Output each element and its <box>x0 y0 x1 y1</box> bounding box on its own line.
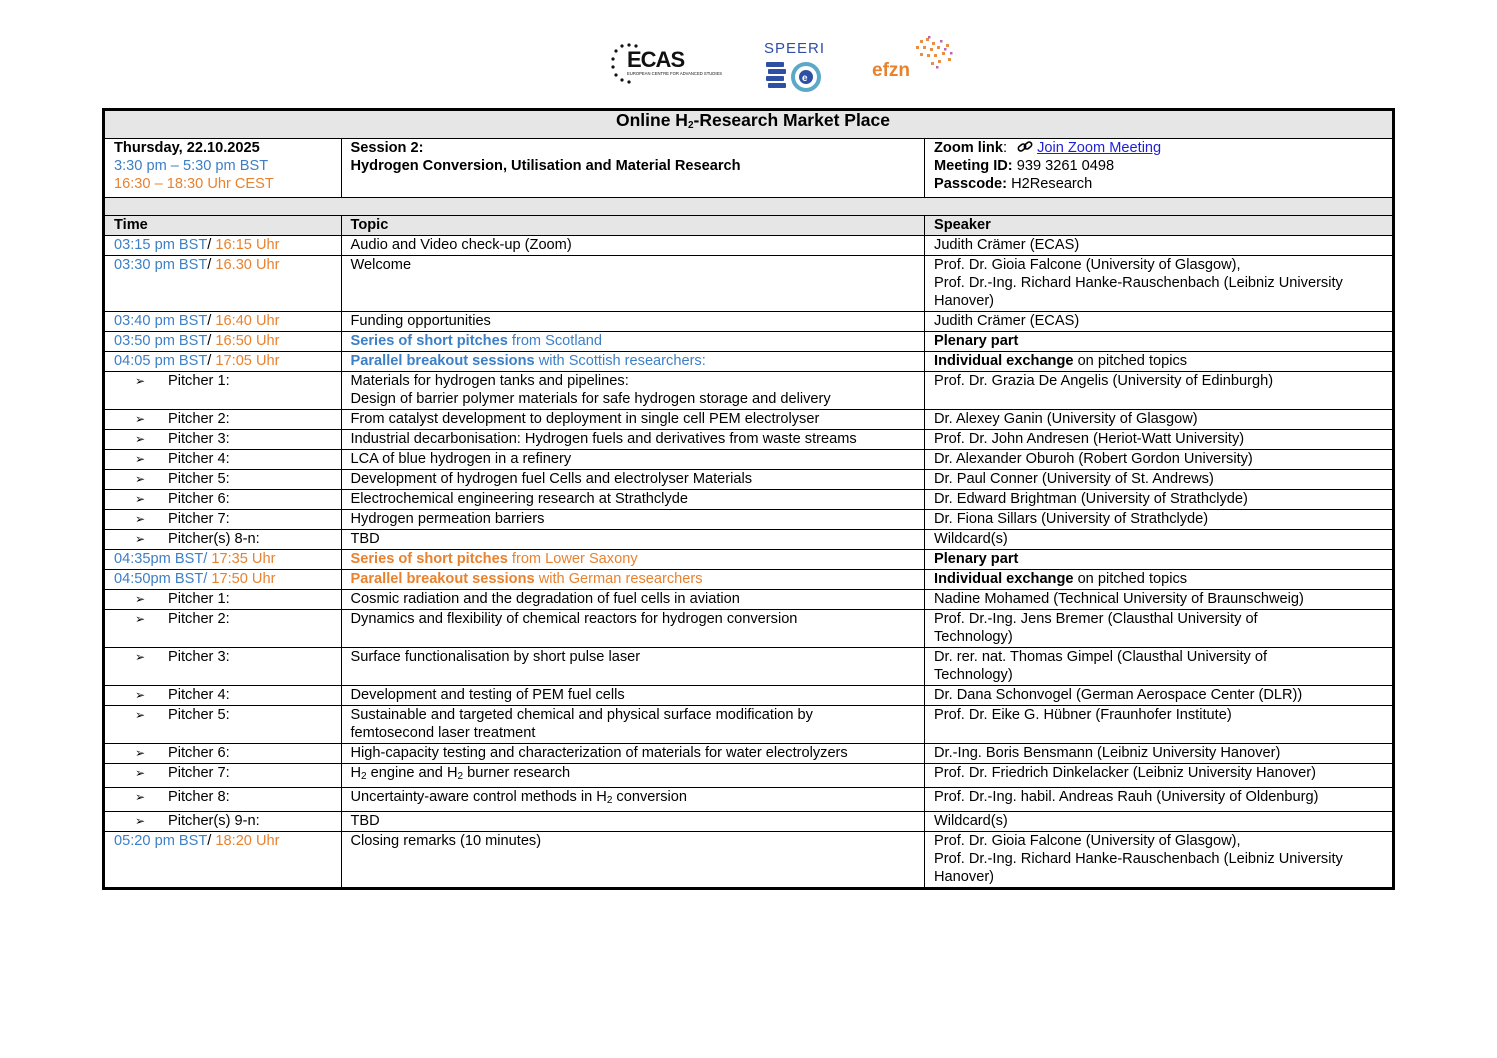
topic-cell: Funding opportunities <box>341 312 925 332</box>
arrow-icon: ➢ <box>135 452 146 466</box>
table-row <box>104 312 1394 332</box>
table-row <box>104 570 1394 590</box>
speaker-cell: Prof. Dr. Grazia De Angelis (University of Edinburgh) <box>925 372 1394 410</box>
time-cell: 05:20 pm BST/ 18:20 Uhr <box>104 832 342 889</box>
topic-cell: Series of short pitches from Scotland <box>341 332 925 352</box>
table-row <box>104 510 1394 530</box>
ecas-logo-subtitle: EUROPEAN CENTRE FOR ADVANCED STUDIES <box>627 71 723 76</box>
pitcher-cell: ➢ Pitcher 4: <box>104 686 342 706</box>
table-row <box>104 410 1394 430</box>
arrow-icon: ➢ <box>135 412 146 426</box>
topic-cell: Materials for hydrogen tanks and pipelines: Design of barrier polymer materials for safe hydrogen storage and delivery <box>341 372 925 410</box>
pitcher-cell: ➢ Pitcher 4: <box>104 450 342 470</box>
speaker-cell: Prof. Dr. Friedrich Dinkelacker (Leibniz University Hanover) <box>925 764 1394 788</box>
arrow-icon: ➢ <box>135 612 146 626</box>
table-row <box>104 490 1394 510</box>
table-row <box>104 832 1394 889</box>
table-row <box>104 764 1394 788</box>
session-date: Thursday, 22.10.2025 <box>114 140 260 156</box>
pitcher-cell: ➢ Pitcher 7: <box>104 764 342 788</box>
topic-cell: From catalyst development to deployment in single cell PEM electrolyser <box>341 410 925 430</box>
table-header-row <box>104 216 1394 236</box>
speaker-cell: Plenary part <box>925 550 1394 570</box>
table-row <box>104 352 1394 372</box>
arrow-icon: ➢ <box>135 766 146 780</box>
table-row <box>104 812 1394 832</box>
topic-cell: Closing remarks (10 minutes) <box>341 832 925 889</box>
speaker-cell: Dr. Edward Brightman (University of Strathclyde) <box>925 490 1394 510</box>
speaker-cell: Dr.-Ing. Boris Bensmann (Leibniz University Hanover) <box>925 744 1394 764</box>
table-row <box>104 470 1394 490</box>
pitcher-cell: ➢ Pitcher 8: <box>104 788 342 812</box>
header-time: Time <box>104 216 342 236</box>
arrow-icon: ➢ <box>135 374 146 388</box>
topic-cell: Sustainable and targeted chemical and physical surface modification by femtosecond laser treatment <box>341 706 925 744</box>
zoom-label: Zoom link <box>934 140 1003 156</box>
table-row <box>104 236 1394 256</box>
pitcher-cell: ➢ Pitcher 1: <box>104 590 342 610</box>
topic-cell: Dynamics and flexibility of chemical reactors for hydrogen conversion <box>341 610 925 648</box>
passcode-line: Passcode: H2Research <box>934 176 1093 192</box>
speaker-cell: Dr. Dana Schonvogel (German Aerospace Center (DLR)) <box>925 686 1394 706</box>
header-topic: Topic <box>341 216 925 236</box>
speaker-cell: Prof. Dr. Eike G. Hübner (Fraunhofer Institute) <box>925 706 1394 744</box>
arrow-icon: ➢ <box>135 746 146 760</box>
arrow-icon: ➢ <box>135 592 146 606</box>
join-zoom-link[interactable]: Join Zoom Meeting <box>1037 140 1162 156</box>
passcode: H2Research <box>1011 176 1093 192</box>
table-row <box>104 648 1394 686</box>
time-cell: 03:15 pm BST/ 16:15 Uhr <box>104 236 342 256</box>
speaker-cell: Dr. Alexander Oburoh (Robert Gordon University) <box>925 450 1394 470</box>
topic-cell: Series of short pitches from Lower Saxony <box>341 550 925 570</box>
session-time-cest: 16:30 – 18:30 Uhr CEST <box>114 176 274 192</box>
pitcher-cell: ➢ Pitcher(s) 9-n: <box>104 812 342 832</box>
topic-cell: Surface functionalisation by short pulse laser <box>341 648 925 686</box>
speaker-cell: Nadine Mohamed (Technical University of Braunschweig) <box>925 590 1394 610</box>
time-cell: 04:50pm BST/ 17:50 Uhr <box>104 570 342 590</box>
efzn-logo <box>870 36 960 80</box>
title-row <box>104 110 1394 139</box>
time-cell: 04:35pm BST/ 17:35 Uhr <box>104 550 342 570</box>
time-cell: 03:30 pm BST/ 16.30 Uhr <box>104 256 342 312</box>
topic-cell: TBD <box>341 812 925 832</box>
pitcher-cell: ➢ Pitcher 6: <box>104 744 342 764</box>
spacer-row <box>104 198 1394 216</box>
arrow-icon: ➢ <box>135 512 146 526</box>
table-row <box>104 610 1394 648</box>
topic-cell: Electrochemical engineering research at Strathclyde <box>341 490 925 510</box>
speaker-cell: Prof. Dr.-Ing. habil. Andreas Rauh (University of Oldenburg) <box>925 788 1394 812</box>
table-row <box>104 590 1394 610</box>
topic-cell: Development of hydrogen fuel Cells and electrolyser Materials <box>341 470 925 490</box>
table-row <box>104 530 1394 550</box>
pitcher-cell: ➢ Pitcher 5: <box>104 706 342 744</box>
arrow-icon: ➢ <box>135 432 146 446</box>
table-row <box>104 744 1394 764</box>
topic-cell: Industrial decarbonisation: Hydrogen fuels and derivatives from waste streams <box>341 430 925 450</box>
pitcher-cell: ➢ Pitcher 2: <box>104 410 342 430</box>
speaker-cell: Prof. Dr.-Ing. Jens Bremer (Clausthal University of Technology) <box>925 610 1394 648</box>
ecas-logo-text: ECAS <box>627 47 685 72</box>
time-cell: 03:50 pm BST/ 16:50 Uhr <box>104 332 342 352</box>
table-row <box>104 372 1394 410</box>
arrow-icon: ➢ <box>135 650 146 664</box>
speaker-cell: Prof. Dr. Gioia Falcone (University of Glasgow), Prof. Dr.-Ing. Richard Hanke-Rauschenbach (Leibniz University Hanover) <box>925 256 1394 312</box>
pitcher-cell: ➢ Pitcher 5: <box>104 470 342 490</box>
speaker-cell: Judith Crämer (ECAS) <box>925 236 1394 256</box>
table-row <box>104 788 1394 812</box>
table-row <box>104 256 1394 312</box>
session-title-cell <box>341 139 925 198</box>
arrow-icon: ➢ <box>135 708 146 722</box>
link-icon <box>1017 140 1033 154</box>
speaker-cell: Prof. Dr. John Andresen (Heriot-Watt University) <box>925 430 1394 450</box>
table-row <box>104 450 1394 470</box>
speaker-cell: Individual exchange on pitched topics <box>925 570 1394 590</box>
speaker-cell: Judith Crämer (ECAS) <box>925 312 1394 332</box>
speeri-logo <box>760 36 830 96</box>
meeting-id: 939 3261 0498 <box>1016 158 1115 174</box>
topic-cell: Parallel breakout sessions with Scottish researchers: <box>341 352 925 372</box>
page-title: Online $H_2$-Research Market Place <box>104 110 1394 139</box>
topic-cell: TBD <box>341 530 925 550</box>
pitcher-cell: ➢ Pitcher 3: <box>104 648 342 686</box>
speaker-cell: Dr. Alexey Ganin (University of Glasgow) <box>925 410 1394 430</box>
session-info-row <box>104 139 1394 198</box>
pitcher-cell: ➢ Pitcher 1: <box>104 372 342 410</box>
topic-cell: Parallel breakout sessions with German researchers <box>341 570 925 590</box>
schedule-table <box>102 108 1395 890</box>
header-speaker: Speaker <box>925 216 1394 236</box>
efzn-logo-text: efzn <box>872 60 910 80</box>
topic-cell: $H_2$ engine and $H_2$ burner research <box>341 764 925 788</box>
ecas-logo <box>608 40 723 88</box>
topic-cell: Development and testing of PEM fuel cells <box>341 686 925 706</box>
arrow-icon: ➢ <box>135 532 146 546</box>
zoom-link-line: Zoom link: Join Zoom Meeting <box>934 140 1162 156</box>
arrow-icon: ➢ <box>135 472 146 486</box>
pitcher-cell: ➢ Pitcher 3: <box>104 430 342 450</box>
topic-cell: High-capacity testing and characterization of materials for water electrolyzers <box>341 744 925 764</box>
topic-cell: LCA of blue hydrogen in a refinery <box>341 450 925 470</box>
table-row <box>104 706 1394 744</box>
meeting-id-line: Meeting ID: 939 3261 0498 <box>934 158 1115 174</box>
speaker-cell: Dr. Fiona Sillars (University of Strathclyde) <box>925 510 1394 530</box>
time-cell: 03:40 pm BST/ 16:40 Uhr <box>104 312 342 332</box>
topic-cell: Audio and Video check-up (Zoom) <box>341 236 925 256</box>
topic-cell: Cosmic radiation and the degradation of fuel cells in aviation <box>341 590 925 610</box>
arrow-icon: ➢ <box>135 814 146 828</box>
speaker-cell: Prof. Dr. Gioia Falcone (University of Glasgow), Prof. Dr.-Ing. Richard Hanke-Rauschenbach (Leibniz University Hanover) <box>925 832 1394 889</box>
svg-text:e: e <box>802 73 808 84</box>
pitcher-cell: ➢ Pitcher 7: <box>104 510 342 530</box>
session-date-cell <box>104 139 342 198</box>
session-time-bst: 3:30 pm – 5:30 pm BST <box>114 158 269 174</box>
table-row <box>104 332 1394 352</box>
topic-cell: Welcome <box>341 256 925 312</box>
table-row <box>104 550 1394 570</box>
speaker-cell: Wildcard(s) <box>925 530 1394 550</box>
session-number: Session 2: <box>350 140 424 156</box>
time-cell: 04:05 pm BST/ 17:05 Uhr <box>104 352 342 372</box>
logo-bar <box>600 36 970 100</box>
speaker-cell: Plenary part <box>925 332 1394 352</box>
arrow-icon: ➢ <box>135 790 146 804</box>
pitcher-cell: ➢ Pitcher(s) 8-n: <box>104 530 342 550</box>
speaker-cell: Individual exchange on pitched topics <box>925 352 1394 372</box>
speaker-cell: Dr. Paul Conner (University of St. Andrews) <box>925 470 1394 490</box>
pitcher-cell: ➢ Pitcher 2: <box>104 610 342 648</box>
topic-cell: Uncertainty-aware control methods in $H_2$ conversion <box>341 788 925 812</box>
table-row <box>104 430 1394 450</box>
speeri-logo-text: SPEERI <box>764 40 826 57</box>
pitcher-cell: ➢ Pitcher 6: <box>104 490 342 510</box>
arrow-icon: ➢ <box>135 688 146 702</box>
zoom-info-cell <box>925 139 1394 198</box>
speaker-cell: Dr. rer. nat. Thomas Gimpel (Clausthal University of Technology) <box>925 648 1394 686</box>
table-row <box>104 686 1394 706</box>
arrow-icon: ➢ <box>135 492 146 506</box>
topic-cell: Hydrogen permeation barriers <box>341 510 925 530</box>
session-title: Hydrogen Conversion, Utilisation and Material Research <box>350 158 741 174</box>
speaker-cell: Wildcard(s) <box>925 812 1394 832</box>
